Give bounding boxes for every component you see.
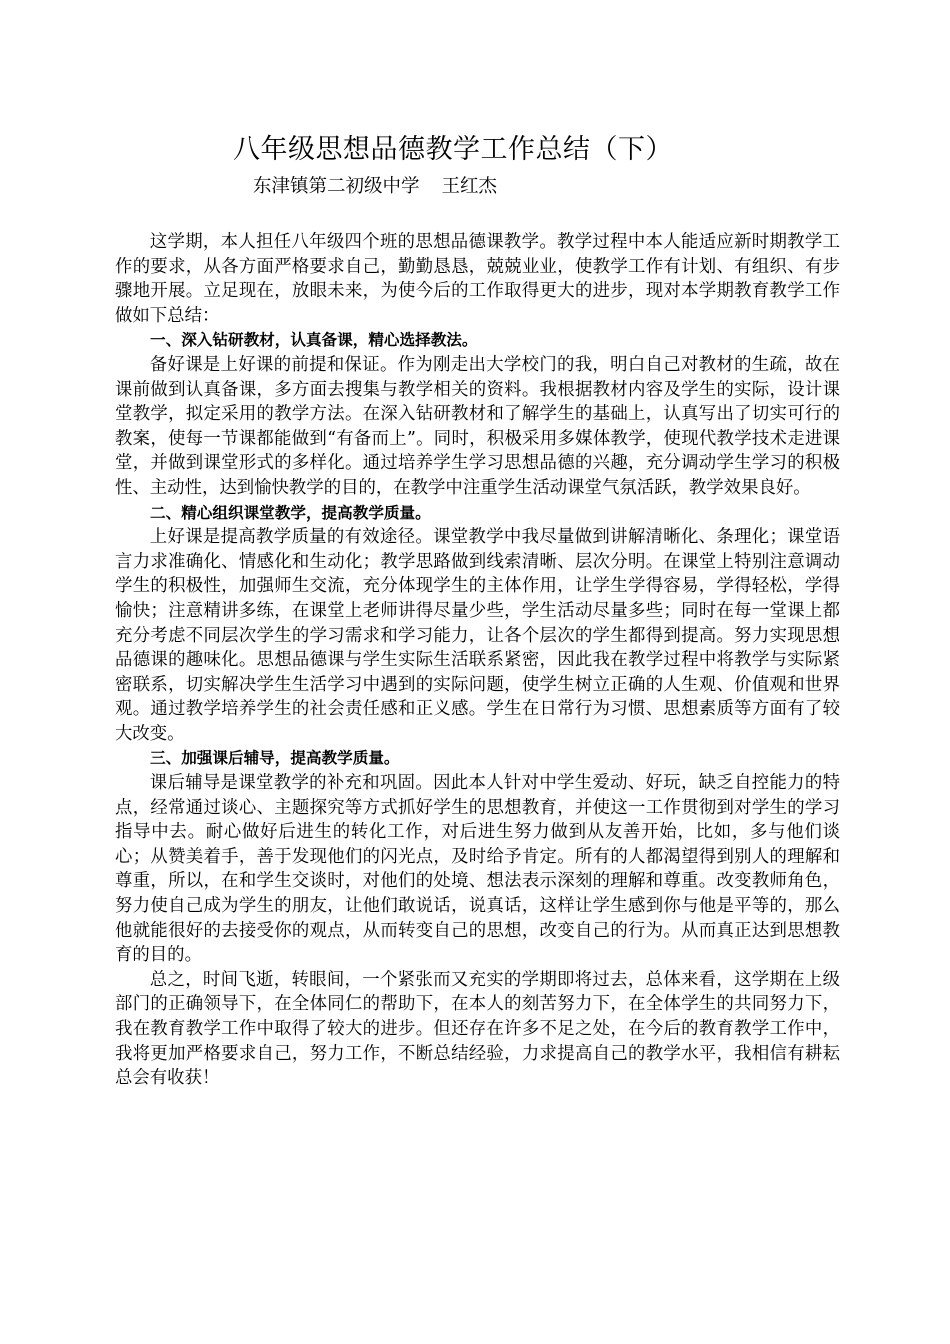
conclusion-paragraph: 总之，时间飞逝，转眼间，一个紧张而又充实的学期即将过去，总体来看，这学期在上级部门的正确领导下，在全体同仁的帮助下，在本人的刻苦努力下，在全体学生的共同努力下，我在教育教学工作中取得了较大的进步。但还存在许多不足之处，在今后的教育教学工作中，我将更加严格要求自己，努力工作，不断总结经验，力求提高自己的教学水平，我相信有耕耘总会有收获！	[115, 969, 840, 1089]
intro-paragraph: 这学期，本人担任八年级四个班的思想品德课教学。教学过程中本人能适应新时期教学工作的要求，从各方面严格要求自己，勤勤恳恳，兢兢业业，使教学工作有计划、有组织、有步骤地开展。立足现在，放眼未来，为使今后的工作取得更大的进步，现对本学期教育教学工作做如下总结：	[115, 232, 840, 326]
section-body-1: 备好课是上好课的前提和保证。作为刚走出大学校门的我，明白自己对教材的生疏，故在课前做到认真备课，多方面去搜集与教学相关的资料。我根据教材内容及学生的实际，设计课堂教学，拟定采用的教学方法。在深入钻研教材和了解学生的基础上，认真写出了切实可行的教案，使每一节课都能做到“有备而上”。同时，积极采用多媒体教学，使现代教学技术走进课堂，并做到课堂形式的多样化。通过培养学生学习思想品德的兴趣，充分调动学生学习的积极性、主动性，达到愉快教学的目的，在教学中注重学生活动课堂气氛活跃，教学效果良好。	[115, 354, 840, 498]
section-heading-2: 二、精心组织课堂教学，提高教学质量。	[150, 503, 431, 522]
author-school: 东津镇第二初级中学	[253, 176, 420, 197]
section-heading-3: 三、加强课后辅导，提高教学质量。	[150, 749, 400, 768]
document-page	[115, 128, 840, 1091]
section-body-3: 课后辅导是课堂教学的补充和巩固。因此本人针对中学生爱动、好玩，缺乏自控能力的特点，经常通过谈心、主题探究等方式抓好学生的思想教育，并使这一工作贯彻到对学生的学习指导中去。耐心做好后进生的转化工作，对后进生努力做到从友善开始，比如，多与他们谈心；从赞美着手，善于发现他们的闪光点，及时给予肯定。所有的人都渴望得到别人的理解和尊重，所以，在和学生交谈时，对他们的处境、想法表示深刻的理解和尊重。改变教师角色，努力使自己成为学生的朋友，让他们敢说话，说真话，这样让学生感到你与他是平等的，那么他就能很好的去接受你的观点，从而转变自己的思想，改变自己的行为。从而真正达到思想教育的目的。	[115, 773, 840, 966]
author-name: 王红杰	[441, 176, 498, 197]
author-line	[253, 172, 840, 230]
section-heading-1: 一、深入钻研教材，认真备课，精心选择教法。	[150, 331, 478, 350]
document-title: 八年级思想品德教学工作总结（下）	[233, 134, 673, 165]
section-body-2: 上好课是提高教学质量的有效途径。课堂教学中我尽量做到讲解清晰化、条理化；课堂语言力求准确化、情感化和生动化；教学思路做到线索清晰、层次分明。在课堂上特别注意调动学生的积极性，加强师生交流，充分体现学生的主体作用，让学生学得容易，学得轻松，学得愉快；注意精讲多练，在课堂上老师讲得尽量少些，学生活动尽量多些；同时在每一堂课上都充分考虑不同层次学生的学习需求和学习能力，让各个层次的学生都得到提高。努力实现思想品德课的趣味化。思想品德课与学生实际生活联系紧密，因此我在教学过程中将教学与实际紧密联系，切实解决学生生活学习中遇到的实际问题，使学生树立正确的人生观、价值观和世界观。通过教学培养学生的社会责任感和正义感。学生在日常行为习惯、思想素质等方面有了较大改变。	[115, 527, 840, 744]
